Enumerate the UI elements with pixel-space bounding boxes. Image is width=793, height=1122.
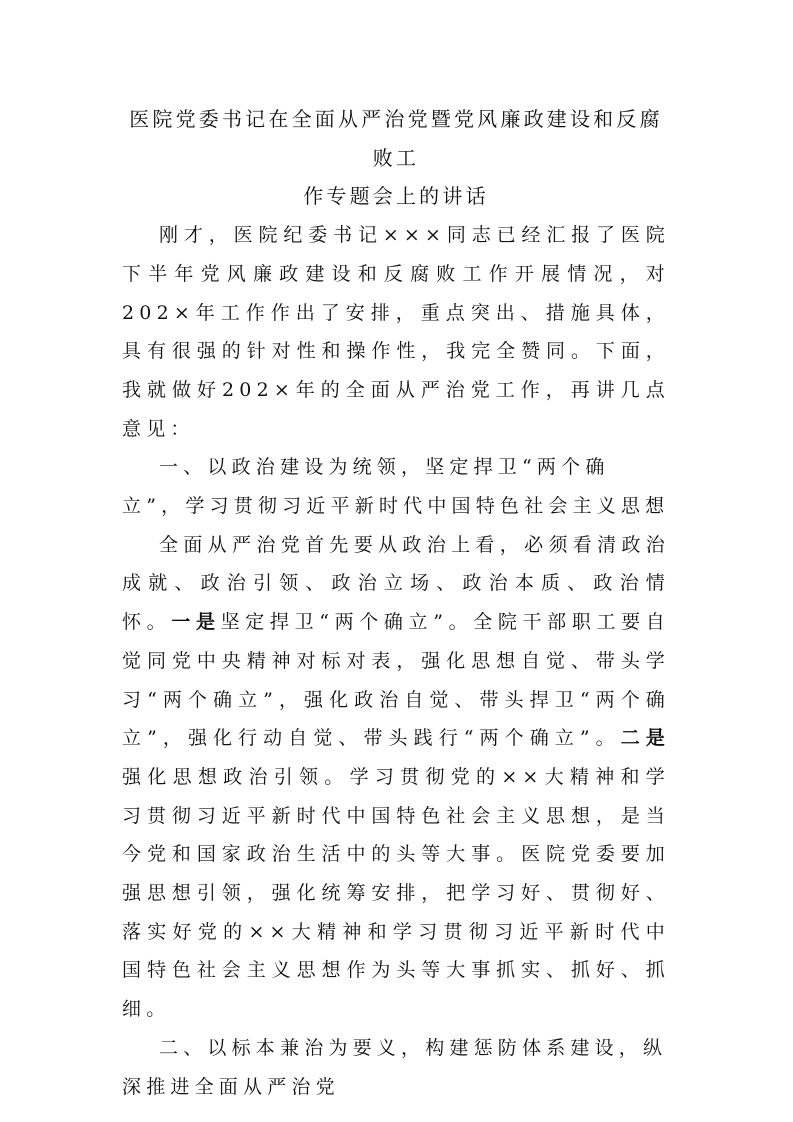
- section-1-heading: 一、以政治建设为统领，坚定捍卫“两个确立”，学习贯彻习近平新时代中国特色社会主义思想: [122, 456, 670, 518]
- point-1-text: 坚定捍卫“两个确立”。全院干部职工要自觉同党中央精神对标对表，强化思想自觉、带头学习“两个确立”，强化政治自觉、带头捍卫“两个确立”，强化行动自觉、带头践行“两个确立”。: [122, 611, 670, 750]
- section-2-heading: 二、以标本兼治为要义，构建惩防体系建设，纵深推进全面从严治党: [122, 1036, 668, 1098]
- section-1-lead: 全面从严治党首先要从政治上看，必须看清政治成就、政治引领、政治立场、政治本质、政治情怀。: [122, 533, 670, 634]
- point-1-label: 一是: [171, 611, 221, 634]
- section-1-paragraph: [122, 526, 670, 1029]
- document-page: [122, 100, 670, 1106]
- title-line-2: 作专题会上的讲话: [303, 184, 489, 209]
- title-line-1: 医院党委书记在全面从严治党暨党风廉政建设和反腐败工: [129, 107, 663, 170]
- point-2-text: 强化思想政治引领。学习贯彻党的××大精神和学习贯彻习近平新时代中国特色社会主义思想，是当今党和国家政治生活中的头等大事。医院党委要加强思想引领，强化统筹安排，把学习好、贯彻好、落实好党的××大精神和学习贯彻习近平新时代中国特色社会主义思想作为头等大事抓实、抓好、抓细。: [122, 765, 670, 1021]
- document-title: [122, 100, 670, 216]
- intro-paragraph: 刚才，医院纪委书记×××同志已经汇报了医院下半年党风廉政建设和反腐败工作开展情况，对202×年工作作出了安排，重点突出、措施具体，具有很强的针对性和操作性，我完全赞同。下面，我就做好202×年的全面从严治党工作，再讲几点意见：: [122, 224, 670, 440]
- point-2-label: 二是: [620, 727, 670, 750]
